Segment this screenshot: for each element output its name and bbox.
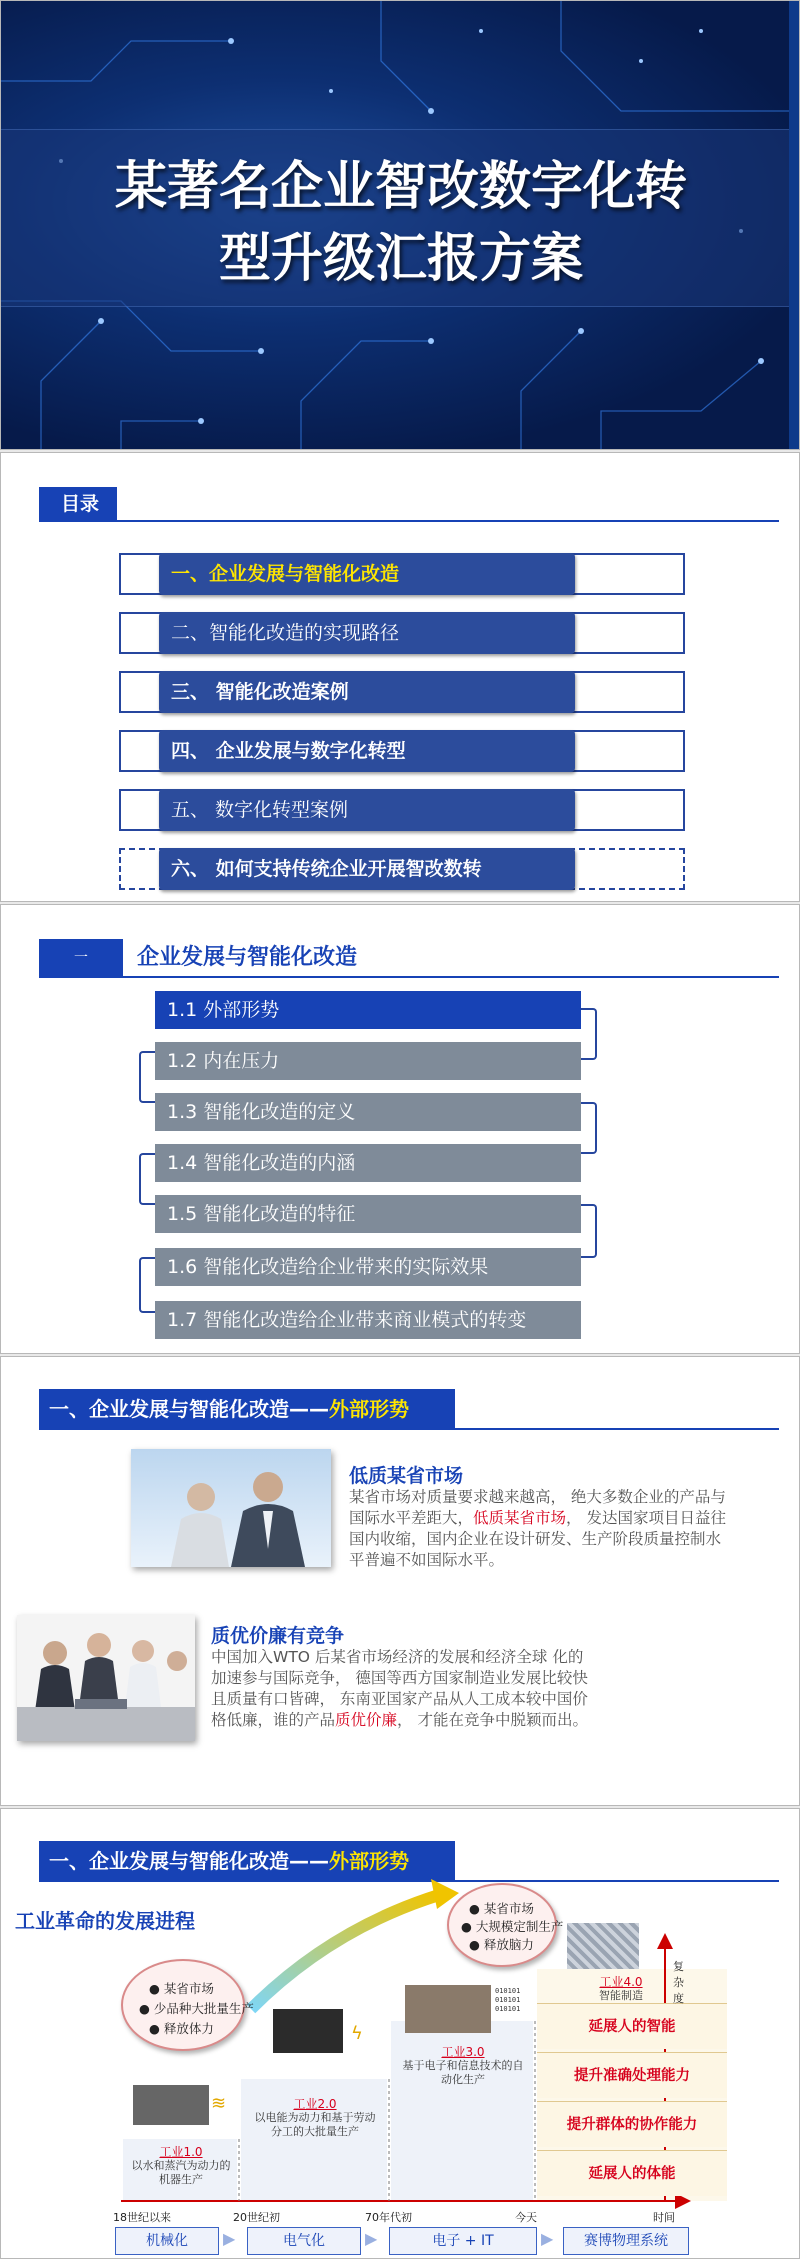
capability-4: 延展人的体能 <box>537 2150 727 2196</box>
robot-factory-image <box>405 1985 491 2033</box>
toc-row-4[interactable] <box>119 730 685 772</box>
heading-highlight: 外部形势 <box>329 1397 409 1421</box>
bubble-right <box>447 1883 564 1967</box>
toc-slide <box>0 452 800 902</box>
toc-item-2[interactable]: 二、智能化改造的实现路径 <box>159 612 575 654</box>
capability-3: 提升群体的协作能力 <box>537 2101 727 2147</box>
subsection-1-6[interactable]: 1.6 智能化改造给企业带来的实际效果 <box>155 1248 581 1286</box>
connector-bracket <box>139 1257 155 1313</box>
toc-item-3[interactable]: 三、 智能化改造案例 <box>159 671 575 713</box>
subsection-1-2[interactable]: 1.2 内在压力 <box>155 1042 581 1080</box>
heading-main: 一、企业发展与智能化改造—— <box>49 1849 329 1873</box>
stage-4-label <box>561 1975 681 2003</box>
block1-title: 低质某省市场 <box>349 1465 464 1487</box>
toc-row-2[interactable] <box>119 612 685 654</box>
right-accent-stripe <box>789 1 799 450</box>
capability-2: 提升准确处理能力 <box>537 2052 727 2098</box>
businessmen-photo <box>131 1449 331 1567</box>
heading-highlight: 外部形势 <box>329 1849 409 1873</box>
bubble-left-line-3: ● 释放体力 <box>149 2021 214 2036</box>
toc-row-1[interactable] <box>119 553 685 595</box>
assembly-line-image <box>273 2009 343 2053</box>
stage-3-name: 工业3.0 <box>441 2045 485 2059</box>
block1-text-b: ， 发达国家项目日益往国内收缩，国内企业在设计研发、生产阶段质量控制水平普遍不如国际水平。 <box>349 1509 726 1569</box>
steam-train-image <box>133 2085 209 2125</box>
stage-2-name: 工业2.0 <box>293 2097 337 2111</box>
toc-row-6[interactable] <box>119 848 685 890</box>
stage-1-desc: 以水和蒸汽为动力的机器生产 <box>131 2159 231 2186</box>
stage-1-name: 工业1.0 <box>159 2145 203 2159</box>
block2-title: 质优价廉有竞争 <box>211 1625 345 1647</box>
toc-row-3[interactable] <box>119 671 685 713</box>
lightning-icon: ϟ <box>351 2023 363 2044</box>
era-mechanization: 机械化 <box>115 2227 219 2255</box>
section-slide <box>0 904 800 1354</box>
team-meeting-photo <box>17 1615 195 1741</box>
era-electrification: 电气化 <box>247 2227 361 2255</box>
section-underline <box>39 976 779 978</box>
y-axis-label: 复杂度 <box>673 1960 684 2005</box>
title-line-1: 某著名企业智改数字化转 <box>114 157 687 217</box>
block1-text <box>349 1487 729 1571</box>
block2-text-b: ， 才能在竞争中脱颖而出。 <box>397 1711 588 1729</box>
heading-underline <box>39 1428 779 1430</box>
x-tick-2: 20世纪初 <box>233 2211 280 2224</box>
connector-bracket <box>139 1051 155 1103</box>
bubble-right-line-2: ● 大规模定制生产 <box>461 1919 564 1934</box>
capability-1: 延展人的智能 <box>537 2003 727 2049</box>
connector-bracket <box>139 1153 155 1205</box>
era-cyber-physical: 赛博物理系统 <box>563 2227 689 2255</box>
toc-header: 目录 <box>39 487 117 521</box>
subsection-1-1[interactable]: 1.1 外部形势 <box>155 991 581 1029</box>
industrial-revolution-slide <box>0 1808 800 2259</box>
subsection-1-3[interactable]: 1.3 智能化改造的定义 <box>155 1093 581 1131</box>
subsection-1-7[interactable]: 1.7 智能化改造给企业带来商业模式的转变 <box>155 1301 581 1339</box>
connector-bracket <box>581 1008 597 1060</box>
section-number-tab: 一 <box>39 939 123 977</box>
bubble-left <box>121 1959 254 2051</box>
subsection-1-5[interactable]: 1.5 智能化改造的特征 <box>155 1195 581 1233</box>
toc-item-6[interactable]: 六、 如何支持传统企业开展智改数转 <box>159 848 575 890</box>
stage-4-desc: 智能制造 <box>599 1989 643 2002</box>
bubble-right-line-3: ● 释放脑力 <box>469 1937 534 1952</box>
x-tick-4: 今天 <box>515 2211 537 2224</box>
binary-code: 010101 010101 010101 <box>495 1987 521 2013</box>
bubble-right-line-1: ● 某省市场 <box>469 1901 534 1916</box>
toc-item-5[interactable]: 五、 数字化转型案例 <box>159 789 575 831</box>
bubble-left-line-1: ● 某省市场 <box>149 1981 214 1996</box>
cyber-network-image <box>567 1923 639 1969</box>
toc-row-5[interactable] <box>119 789 685 831</box>
toc-item-4[interactable]: 四、 企业发展与数字化转型 <box>159 730 575 772</box>
stage-4-name: 工业4.0 <box>599 1975 643 1989</box>
stage-2-desc: 以电能为动力和基于劳动分工的大批量生产 <box>254 2111 376 2138</box>
steam-icon: ≋ <box>211 2093 227 2114</box>
x-tick-3: 70年代初 <box>365 2211 412 2224</box>
era-electronics-it: 电子 + IT <box>389 2227 537 2255</box>
slide-heading <box>39 1389 455 1429</box>
main-title <box>41 151 761 295</box>
title-slide <box>0 0 800 450</box>
connector-bracket <box>581 1102 597 1154</box>
x-axis-label: 时间 <box>653 2211 675 2224</box>
stage-3-desc: 基于电子和信息技术的自动化生产 <box>402 2059 524 2086</box>
arrow-icon: ▶ <box>223 2229 236 2248</box>
external-situation-slide <box>0 1356 800 1806</box>
arrow-icon: ▶ <box>365 2229 378 2248</box>
block1-text-red: 低质某省市场 <box>473 1509 567 1527</box>
stage-1-label <box>131 2145 231 2187</box>
stage-3-label <box>399 2045 527 2087</box>
subsection-1-4[interactable]: 1.4 智能化改造的内涵 <box>155 1144 581 1182</box>
arrow-icon: ▶ <box>541 2229 554 2248</box>
title-line-2: 型升级汇报方案 <box>218 229 583 289</box>
block1-text-a: 某省市场对质量要求越来越高， 绝大多数企业的产品与国际水平差距大， <box>349 1488 726 1527</box>
x-tick-1: 18世纪以来 <box>113 2211 171 2224</box>
block2-text <box>211 1647 597 1731</box>
chart-title: 工业革命的发展进程 <box>15 1909 195 1933</box>
section-title: 企业发展与智能化改造 <box>137 945 358 970</box>
toc-item-1[interactable]: 一、企业发展与智能化改造 <box>159 553 575 595</box>
connector-bracket <box>581 1204 597 1258</box>
block2-text-a: 中国加入WTO 后某省市场经济的发展和经济全球 化的加速参与国际竞争， 德国等西方国家制造业发展比较快且质量有口皆碑， 东南亚国家产品从人工成本较中国价格低廉，谁的产品 <box>211 1648 588 1729</box>
stage-2-label <box>251 2097 379 2139</box>
block2-text-red: 质优价廉 <box>335 1711 398 1729</box>
header-underline <box>39 520 779 522</box>
heading-main: 一、企业发展与智能化改造—— <box>49 1397 329 1421</box>
bubble-left-line-2: ● 少品种大批量生产 <box>139 2001 254 2016</box>
